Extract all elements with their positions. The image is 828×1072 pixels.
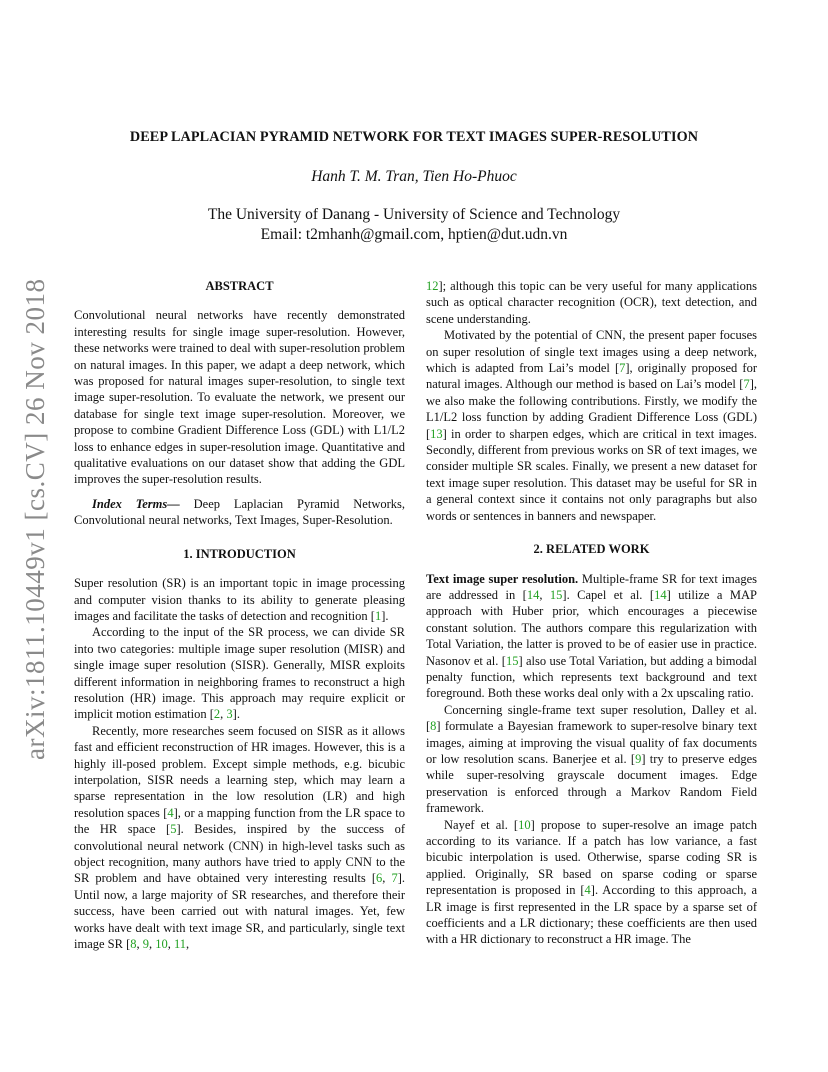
abstract-text: Convolutional neural networks have recently demonstrated interesting results for single image super-resolution. However, these networks were trained to deal with super-resolution problem on natural images. In this paper, we adapt a deep network, which was proposed for natural images super-resolution, to single text image super-resolution. To evaluate the network, we present our database for single text image super-resolution. Moreover, we propose to combine Gradient Difference Loss (GDL) with L1/L2 loss to enhance edges in super-resolution image. Quantitative and qualitative evaluations on our dataset show that adding the GDL improves the super-resolution results. [74,308,405,487]
citation-link[interactable]: 4 [584,883,591,898]
affiliation-block [0,205,828,245]
related-heading: 2. RELATED WORK [533,542,650,557]
citation-link[interactable]: 7 [743,377,750,392]
intro-paragraph-2: According to the input of the SR process, we can divide SR into two categories: multiple image super resolution (MISR) and single image super resolution (SISR). Generally, MISR exploits different information in neighboring frames to reconstruct a high resolution (HR) image. This approach may require explicit or implicit motion estimation [2, 3]. [74,625,405,722]
citation-link[interactable]: 14 [654,587,667,602]
citation-link[interactable]: 8 [130,937,137,952]
email: Email: t2mhanh@gmail.com, hptien@dut.udn.vn [260,226,568,243]
citation-link[interactable]: 2 [213,707,221,722]
related-paragraph-2: Concerning single-frame text super resolution, Dalley et al. [8] formulate a Bayesian framework to super-resolve binary text images, aiming at improving the visual quality of fax documents or low resolution scans. Banerjee et al. [9] try to preserve edges while super-resolving grayscale document images. Edge preservation is enforced through a Markov Random Field framework. [426,702,757,816]
intro-paragraph-3: Recently, more researches seem focused on SISR as it allows fast and efficient reconstruction of HR images. However, this is a highly ill-posed problem. Except simple methods, e.g. bicubic interpolation, SISR needs a learning step, which may learn a sparse representation in the low resolution (LR) and high resolution spaces [4], or a mapping function from the LR space to the HR space [5]. Besides, inspired by the success of convolutional neural network (CNN) in high-level tasks such as object recognition, many authors have tried to apply CNN to the SR problem and have obtained very interesting results [6, 7]. Until now, a large majority of SR researches, and therefore their success, have been carried out with natural images. Yet, few works have dealt with text image SR, and particularly, single text image SR [8, 9, 10, 11, [74,723,406,952]
left-column [74,278,405,952]
citation-link[interactable]: 9 [635,751,642,766]
citation-link[interactable]: 15 [549,587,563,602]
citation-link[interactable]: 7 [391,871,398,886]
authors: Hanh T. M. Tran, Tien Ho-Phuoc [311,168,517,185]
intro-heading: 1. INTRODUCTION [183,546,296,561]
citation-link[interactable]: 15 [505,653,519,668]
index-terms [74,496,405,529]
citation-link[interactable]: 8 [430,719,437,734]
citation-link[interactable]: 1 [374,608,382,623]
index-terms-label: Index Terms— [92,496,180,511]
citation-link[interactable]: 6 [376,871,383,886]
citation-link[interactable]: 12 [426,279,439,293]
run-in-heading: Text image super resolution. [426,571,579,586]
index-terms-text: Deep Laplacian Pyramid Networks, Convolutional neural networks, Text Images, Super-Resolution. [74,496,405,528]
abstract-heading: ABSTRACT [205,279,274,293]
related-paragraph-3: Nayef et al. [10] propose to super-resolve an image patch according to its variance. If a patch has low variance, a fast bicubic interpolation is used. Otherwise, sparse coding SR is applied. Originally, SR based on sparse coding or sparse representation is proposed in [4]. According to this approach, a LR image is first represented in the LR space by a sparse set of coefficients and a LR dictionary; these coefficients are then used with a HR dictionary to reconstruct a HR image. The [426,817,757,947]
right-column [426,278,757,948]
citation-link[interactable]: 11 [174,937,187,952]
citation-link[interactable]: 9 [142,937,149,952]
citation-link[interactable]: 10 [155,937,168,952]
citation-link[interactable]: 10 [518,817,531,832]
related-paragraph-1: Text image super resolution. Multiple-frame SR for text images are addressed in [14, 15]. Capel et al. [14] utilize a MAP approach with Huber prior, which encourages a piecewise constant solution. The authors compare this regularization with Total Variation, the latter is proved to be of easier use in practice. Nasonov et al. [15] also use Total Variation, but adding a bimodal penalty function, which represents text background and text foreground. Both these works deal only with a 2x upscaling ratio. [426,571,757,701]
contributions-paragraph: Motivated by the potential of CNN, the present paper focuses on super resolution of single text images using a deep network, which is adapted from Lai’s model [7], originally proposed for natural images. Although our method is based on Lai’s model [7], we also make the following contributions. Firstly, we modify the L1/L2 loss function by adding Gradient Difference Loss (GDL) [13] in order to sharpen edges, which are critical in text images. Secondly, different from previous works on SR of text images, we consider multiple SR scales. Finally, we present a new dataset for text image super resolution. This dataset may be useful for SR in a general context since it contains not only paragraphs but also words or sentences in banners and newspaper. [426,328,757,523]
citation-link[interactable]: 3 [226,707,233,722]
citation-link[interactable]: 13 [430,426,443,441]
citation-link[interactable]: 5 [170,822,177,837]
arxiv-id: arXiv:1811.10449v1 [cs.CV] 26 Nov 2018 [20,278,50,760]
intro-continued: 12]; although this topic can be very useful for many applications such as optical character recognition (OCR), text detection, and scene understanding. [426,279,757,326]
intro-paragraph-1: Super resolution (SR) is an important topic in image processing and computer vision thanks to its ability to generate pleasing images and facilitate the tasks of detection and recognition [1]. [74,576,405,623]
paper-title: DEEP LAPLACIAN PYRAMID NETWORK FOR TEXT IMAGES SUPER-RESOLUTION [129,129,699,145]
citation-link[interactable]: 14 [526,587,540,602]
affiliation: The University of Danang - University of Science and Technology [207,206,621,223]
citation-link[interactable]: 4 [167,805,174,820]
citation-link[interactable]: 7 [619,361,626,376]
